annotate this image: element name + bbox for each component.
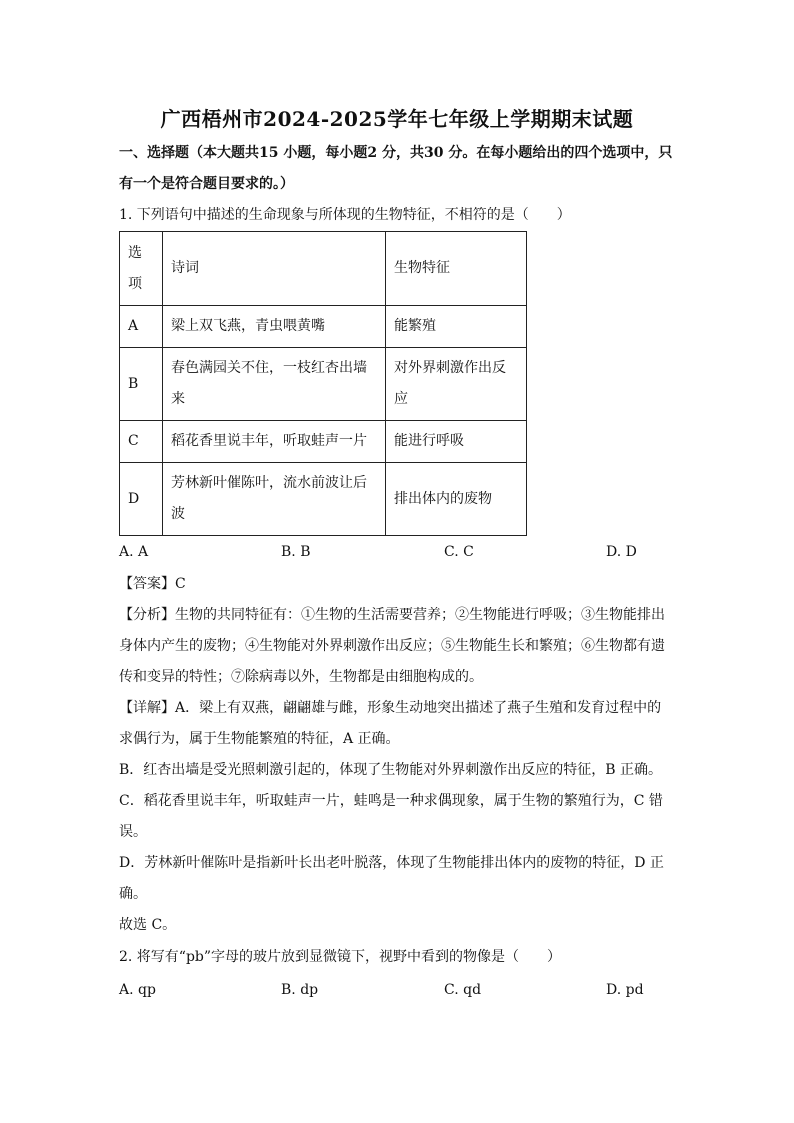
q1-answer: 【答案】C: [119, 576, 186, 592]
q1-option-a[interactable]: A. A: [119, 544, 149, 560]
row-poem-line: 波: [171, 506, 185, 522]
table-row: [120, 306, 527, 348]
q1-analysis-line: 【分析】生物的共同特征有：①生物的生活需要营养；②生物能进行呼吸；③生物能排出: [119, 607, 665, 623]
row-trait-line: 应: [394, 391, 408, 407]
q2-option-c[interactable]: C. qd: [444, 982, 482, 998]
question-2-stem: 2. 将写有“pb”字母的玻片放到显微镜下，视野中看到的物像是（ ）: [119, 949, 562, 965]
q1-detail-line: 确。: [119, 886, 147, 902]
q2-option-b[interactable]: B. dp: [281, 982, 319, 998]
row-trait-line: 对外界刺激作出反: [394, 360, 506, 376]
row-option: B: [120, 348, 163, 421]
row-poem-line: 来: [171, 391, 185, 407]
q1-detail-line: B．红杏出墙是受光照刺激引起的，体现了生物能对外界刺激作出反应的特征，B 正确。: [119, 762, 663, 778]
q1-detail-line: 故选 C。: [119, 917, 177, 933]
q1-option-b[interactable]: B. B: [281, 544, 311, 560]
table-header-option: [120, 232, 163, 306]
row-poem: [163, 421, 386, 463]
row-poem-line: 春色满园关不住，一枝红杏出墙: [171, 360, 367, 376]
row-trait: [386, 463, 527, 536]
q2-option-d[interactable]: D. pd: [606, 982, 644, 998]
row-trait: [386, 306, 527, 348]
row-trait-line: 能进行呼吸: [394, 433, 464, 449]
row-poem: [163, 463, 386, 536]
row-option: A: [120, 306, 163, 348]
row-option: C: [120, 421, 163, 463]
row-trait: [386, 421, 527, 463]
row-poem: [163, 348, 386, 421]
question-1-table: [119, 231, 527, 536]
q2-option-a[interactable]: A. qp: [119, 982, 156, 998]
table-header-row: [120, 232, 527, 306]
table-row: [120, 421, 527, 463]
row-trait-line: 排出体内的废物: [394, 490, 492, 507]
section-heading-line-1: 一、选择题（本大题共15 小题，每小题2 分，共30 分。在每小题给出的四个选项中，只: [119, 145, 673, 161]
row-poem-line: 梁上双飞燕，青虫喂黄嘴: [171, 318, 325, 334]
table-row: [120, 463, 527, 536]
q1-detail-line: D．芳林新叶催陈叶是指新叶长出老叶脱落，体现了生物能排出体内的废物的特征，D 正: [119, 855, 664, 871]
table-header-poem: 诗词: [163, 232, 386, 306]
row-poem: [163, 306, 386, 348]
section-heading-line-2: 有一个是符合题目要求的。）: [119, 176, 294, 192]
row-trait: [386, 348, 527, 421]
page-title: 广西梧州市2024-2025学年七年级上学期期末试题: [160, 107, 634, 131]
row-option: D: [120, 463, 163, 536]
q1-detail-line: C．稻花香里说丰年，听取蛙声一片，蛙鸣是一种求偶现象，属于生物的繁殖行为，C 错: [119, 793, 663, 809]
table-header-trait: 生物特征: [386, 232, 527, 306]
header-option-line-2: 项: [128, 275, 142, 292]
header-option-line-1: 选: [128, 244, 142, 261]
row-poem-line: 芳林新叶催陈叶，流水前波让后: [171, 475, 367, 491]
q1-option-c[interactable]: C. C: [444, 544, 474, 560]
q1-analysis-line: 身体内产生的废物；④生物能对外界刺激作出反应；⑤生物能生长和繁殖；⑥生物都有遗: [119, 638, 665, 654]
q1-detail-line: 【详解】A．梁上有双燕，翩翩雄与雌，形象生动地突出描述了燕子生殖和发育过程中的: [119, 700, 662, 716]
q1-detail-line: 误。: [119, 824, 147, 840]
q1-option-d[interactable]: D. D: [606, 544, 637, 560]
row-trait-line: 能繁殖: [394, 318, 436, 334]
row-poem-line: 稻花香里说丰年，听取蛙声一片: [171, 433, 367, 449]
question-1-stem: 1. 下列语句中描述的生命现象与所体现的生物特征，不相符的是（ ）: [119, 207, 571, 223]
q1-detail-line: 求偶行为，属于生物能繁殖的特征，A 正确。: [119, 731, 400, 747]
q1-analysis-line: 传和变异的特性；⑦除病毒以外，生物都是由细胞构成的。: [119, 669, 483, 685]
table-row: [120, 348, 527, 421]
